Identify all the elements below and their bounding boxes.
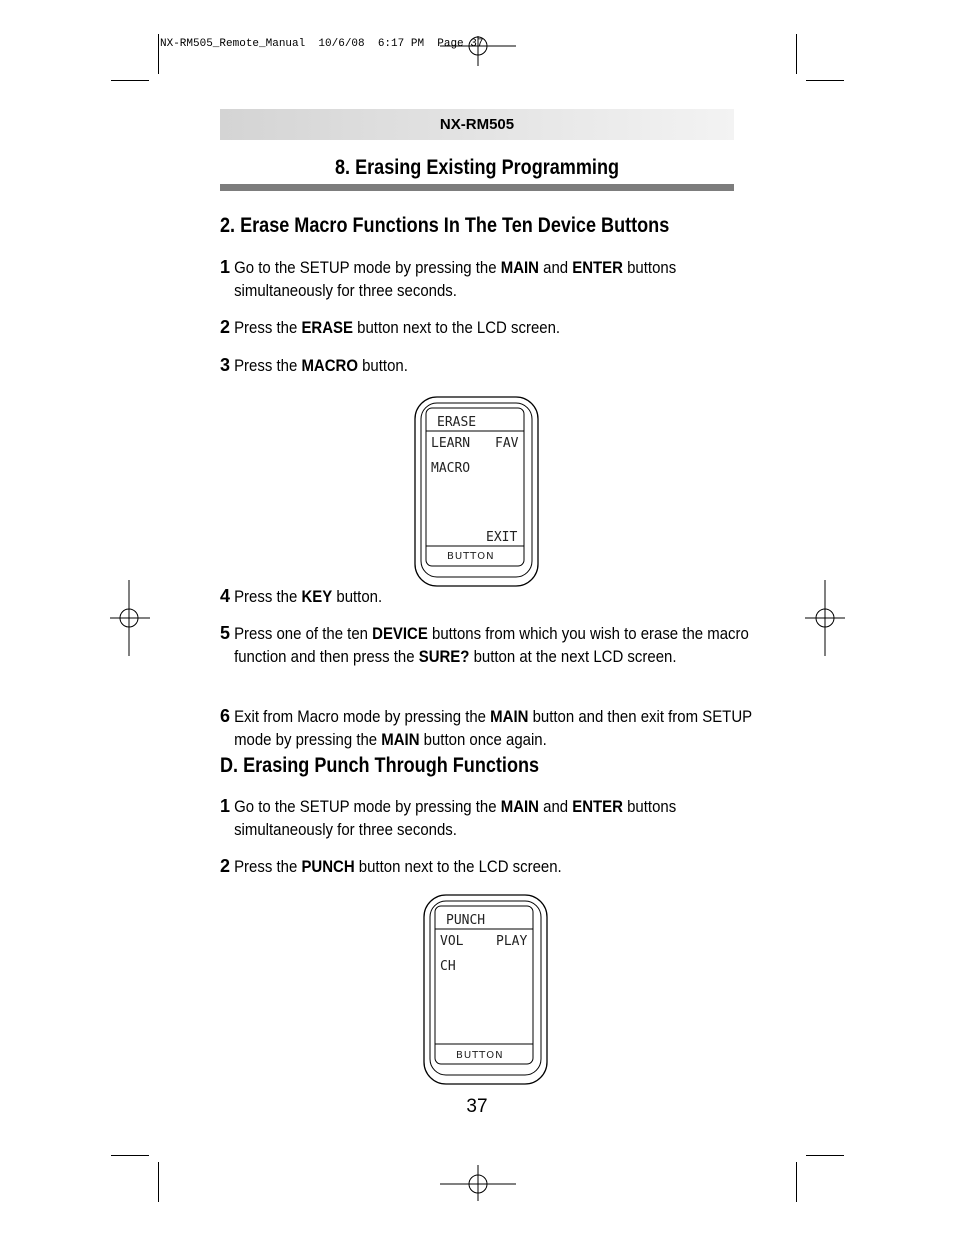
lcd-title: PUNCH <box>446 913 486 928</box>
registration-mark-bottom <box>440 1165 516 1201</box>
crop-mark <box>158 1162 159 1202</box>
crop-mark <box>111 1155 149 1156</box>
lcd-exit-label: EXIT <box>486 530 518 545</box>
section-title-macro: 2. Erase Macro Functions In The Ten Device Buttons <box>220 214 670 237</box>
step-number: 1 <box>220 257 231 277</box>
step-text: Press the PUNCH button next to the LCD screen. <box>234 857 562 876</box>
punch-step-2 <box>220 855 760 878</box>
lcd-learn-label: LEARN <box>431 436 471 451</box>
step-text: Press one of the ten DEVICE buttons from which you wish to erase the macro function and then press the SURE? button at the next LCD screen. <box>234 624 749 666</box>
lcd-button-label: BUTTON <box>456 1050 504 1061</box>
crop-mark <box>806 1155 844 1156</box>
print-slug: NX-RM505_Remote_Manual 10/6/08 6:17 PM Page 37 <box>160 38 484 50</box>
crop-mark <box>796 34 797 74</box>
macro-step-3 <box>220 354 760 377</box>
step-text: Go to the SETUP mode by pressing the MAIN and ENTER buttons simultaneously for three seconds. <box>234 797 677 839</box>
step-text: Go to the SETUP mode by pressing the MAIN and ENTER buttons simultaneously for three seconds. <box>234 258 677 300</box>
chapter-rule <box>220 184 734 191</box>
lcd-ch-label: CH <box>440 959 456 974</box>
crop-mark <box>806 80 844 81</box>
step-number: 1 <box>220 796 231 816</box>
lcd-button-label: BUTTON <box>447 551 495 562</box>
step-number: 2 <box>220 856 231 876</box>
registration-mark-top <box>440 36 516 66</box>
macro-step-4 <box>220 585 760 608</box>
registration-mark-right <box>805 580 845 656</box>
lcd-play-label: PLAY <box>496 934 528 949</box>
step-text: Press the ERASE button next to the LCD screen. <box>234 318 561 337</box>
step-text: Press the MACRO button. <box>234 356 408 375</box>
macro-step-6 <box>220 705 760 751</box>
step-number: 3 <box>220 355 231 375</box>
lcd-title: ERASE <box>437 415 477 430</box>
step-text: Press the KEY button. <box>234 587 383 606</box>
step-number: 4 <box>220 586 231 606</box>
chapter-title: 8. Erasing Existing Programming <box>334 156 620 179</box>
macro-step-2 <box>220 316 760 339</box>
registration-mark-left <box>110 580 150 656</box>
macro-step-1 <box>220 256 760 302</box>
crop-mark <box>158 34 159 74</box>
step-text: Exit from Macro mode by pressing the MAIN button and then exit from SETUP mode by pressing the MAIN button once again. <box>234 707 752 749</box>
punch-step-1 <box>220 795 760 841</box>
section-title-punch: D. Erasing Punch Through Functions <box>220 754 540 777</box>
step-number: 6 <box>220 706 231 726</box>
crop-mark <box>796 1162 797 1202</box>
step-number: 2 <box>220 317 231 337</box>
lcd-punch-screen <box>423 894 548 1086</box>
step-number: 5 <box>220 623 231 643</box>
model-header-bar <box>220 109 734 140</box>
lcd-fav-label: FAV <box>495 436 519 451</box>
model-header-text: NX-RM505 <box>439 116 515 133</box>
lcd-erase-screen <box>414 396 539 588</box>
page-number: 37 <box>466 1096 488 1117</box>
macro-step-5 <box>220 622 760 668</box>
lcd-macro-label: MACRO <box>431 461 471 476</box>
lcd-vol-label: VOL <box>440 934 464 949</box>
crop-mark <box>111 80 149 81</box>
